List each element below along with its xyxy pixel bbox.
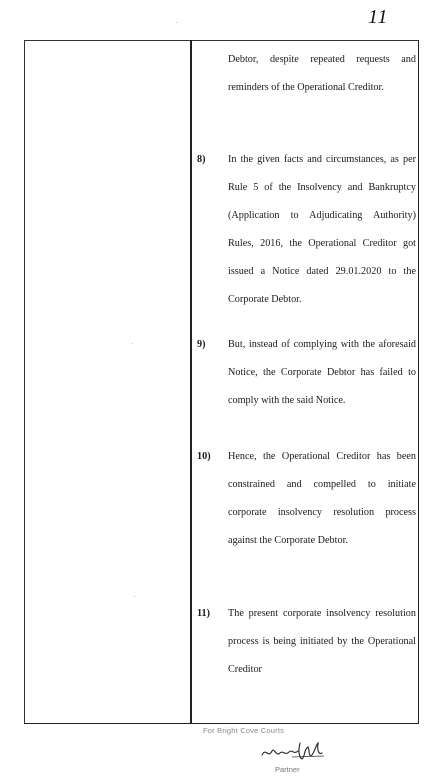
signature-image — [258, 737, 330, 763]
scan-speck — [134, 596, 135, 597]
paragraph-8-number: 8) — [197, 154, 206, 165]
paragraph-9-text: But, instead of complying with the aforesaid Notice, the Corporate Debtor has failed to comply with the said Notice. — [228, 339, 416, 406]
firm-stamp-text: For Bright Cove Courts — [203, 726, 285, 735]
paragraph-11-number: 11) — [197, 608, 211, 619]
signatory-role: Partner — [275, 765, 300, 774]
paragraph-continuation-text: Debtor, despite repeated requests and reminders of the Operational Creditor. — [228, 54, 416, 93]
paragraph-10-text: Hence, the Operational Creditor has been constrained and compelled to initiate corporate insolvency resolution process against the Corporate Debtor. — [228, 451, 416, 546]
scan-speck — [176, 22, 177, 23]
column-divider — [190, 40, 192, 724]
scan-speck — [132, 343, 133, 344]
paragraph-11-text: The present corporate insolvency resolution process is being initiated by the Operational Creditor — [228, 608, 416, 675]
page-number: 11 — [368, 6, 389, 28]
paragraph-9-number: 9) — [197, 339, 206, 350]
paragraph-10-number: 10) — [197, 451, 211, 462]
paragraph-8-text: In the given facts and circumstances, as per Rule 5 of the Insolvency and Bankruptcy (Application to Adjudicating Authority) Rules, 2016, the Operational Creditor got issued a Notice dated 29.01.2020 to the Corporate Debtor. — [228, 154, 416, 305]
